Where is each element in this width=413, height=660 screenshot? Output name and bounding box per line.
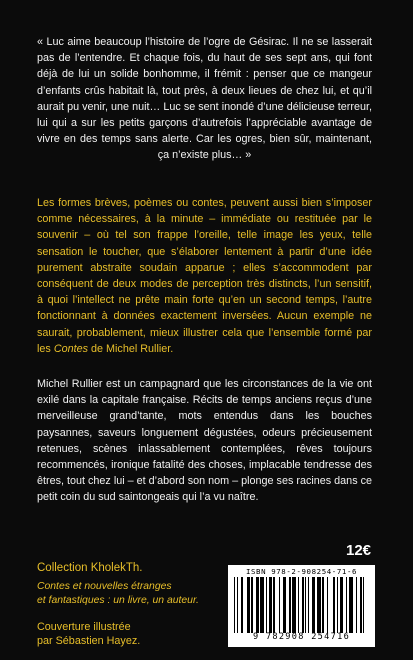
collection-subtitle-line1: Contes et nouvelles étranges [37,581,172,592]
barcode-bar [308,577,309,633]
barcode-bar [363,577,364,633]
intro-text-before: Les formes brèves, poèmes ou contes, peuvent aussi bien s’imposer comme nécessaires, à la minute – immédiate ou restituée par le souvenir – où tel son frappe l’oreille, telle image les yeux, telle sensation le toucher, que s’élaborer lentement à partir d’une idée purement abstraite soudain apparue ; elles s’accommodent par conséquent de deux modes de perception très distincts, l’un sensitif, à quoi l’intellect ne prête main forte qu’en un second temps, l’autre fonctionnant à données exactement inversées. Aucun exemple ne saurait, probablement, mieux illustrer cela que l’ensemble formé par les [37,197,372,355]
excerpt-quote: « Luc aime beaucoup l’histoire de l’ogre de Gésirac. Il ne se lasserait pas de l’entendre. Et chaque fois, du haut de ses sept ans, qui font déjà de lui un solide bonhomme, il frémit : penser que ce mangeur d’enfants crûs habitait là, tout près, à deux lieues de chez lui, et qu’il aurait pu venir, une nuit… Luc se sent inondé d’une délicieuse terreur, lui qui a sur les petits garçons d’autrefois l’appréciable avantage de vivre en des temps sans alerte. Car les ogres, bien sûr, maintenant, ça n’existe plus… » [37,36,372,162]
barcode-bar [273,577,274,633]
barcode-bar [333,577,336,633]
barcode-bar [305,577,306,633]
barcode-bar [247,577,250,633]
isbn-text: ISBN 978-2-908254-71-6 [245,567,358,576]
barcode-bar [292,577,296,633]
barcode-box [228,565,375,647]
cover-credit [37,620,197,648]
barcode-bar [340,577,343,633]
barcode-bar [234,577,235,633]
author-paragraph: Michel Rullier est un campagnard que les circonstances de la vie ont exilé dans la capitale française. Récits de temps anciens reçus d’une merveilleuse grand’tante, mots entendus dans les bouches paysannes, saveurs longuement dégustées, odeurs précieusement retenues, scènes inlassablement contemplées, rêves toujours recommencés, ironique fatalité des choses, implacable tendresse des êtres, tout chez lui – et d’abord son nom – plonge ses racines dans ce petit coin du sud saintongeais qui l’a vu naître. [37,378,372,504]
intro-paragraph [37,195,372,357]
barcode-bar [317,577,321,633]
barcode-bar [266,577,267,633]
barcode-bar [327,577,328,633]
barcode-bar [312,577,315,633]
collection-title: Collection KholekTh. [37,562,143,574]
barcode-bar [337,577,338,633]
barcode-bar [241,577,242,633]
cover-credit-line1: Couverture illustrée [37,621,131,633]
intro-title-contes: Contes [53,342,89,355]
barcode-bar [298,577,299,633]
barcode-bar [260,577,264,633]
barcode-bar [289,577,290,633]
collection-subtitle [37,580,217,607]
barcode-bar [279,577,280,633]
cover-credit-line2: par Sébastien Hayez. [37,635,141,647]
barcode-bar [269,577,272,633]
intro-text-after: de Michel Rullier. [88,342,174,355]
barcode-bar [346,577,347,633]
barcode-bar [360,577,361,633]
barcode-bar [302,577,303,633]
barcode-bar [237,577,238,633]
barcode-digits: 9 782908 254716 [252,632,351,642]
price-label: 12€ [346,542,372,559]
collection-subtitle-line2: et fantastiques : un livre, un auteur. [37,594,199,606]
barcode-bar [349,577,353,633]
barcode-bar [251,577,252,633]
barcode-bars [234,577,370,633]
barcode-bar [356,577,357,633]
barcode-bar [283,577,286,633]
barcode-bar [256,577,259,633]
barcode-bar [322,577,323,633]
